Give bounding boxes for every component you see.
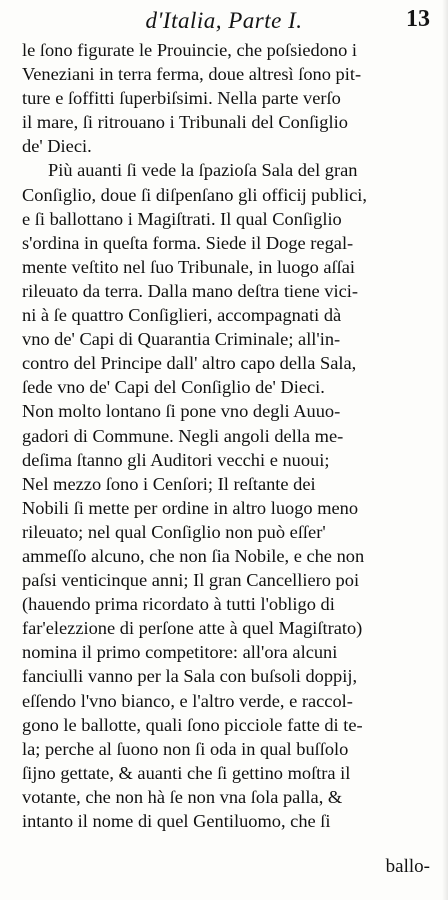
text-line: (hauendo prima ricordato à tutti l'obligo di — [22, 594, 335, 615]
text-line: le ſono figurate le Prouincie, che poſsiedono i — [22, 40, 358, 60]
text-line: ſede vno de' Capi del Conſiglio de' Dieci. — [22, 377, 325, 398]
text-line: gono le ballotte, quali ſono picciole fatte di te- — [22, 714, 363, 735]
text-line: ture e ſoffitti ſuperbiſsimi. Nella parte verſo — [22, 88, 341, 109]
text-line: vno de' Capi di Quarantia Criminale; all'in- — [22, 329, 341, 350]
text-line: Nobili ſi mette per ordine in altro luogo meno — [22, 497, 359, 518]
page-number: 13 — [406, 6, 430, 32]
page-header — [0, 6, 448, 38]
text-line: paſsi venticinque anni; Il gran Cancelliero poi — [22, 570, 360, 591]
catchword: ballo- — [385, 856, 430, 877]
text-line: Conſiglio, doue ſi diſpenſano gli officij publici, — [22, 184, 367, 205]
text-line: ſijno gettate, & auanti che ſi gettino moſtra il — [22, 762, 351, 783]
text-line: nomina il primo competitore: all'ora alcuni — [22, 642, 338, 663]
text-line: il mare, ſi ritrouano i Tribunali del Conſiglio — [22, 112, 348, 133]
text-line: intanto il nome di quel Gentiluomo, che ſi — [22, 811, 331, 831]
text-line: la; perche al ſuono non ſi oda in qual buſſolo — [22, 738, 349, 759]
text-line: s'ordina in queſta forma. Siede il Doge regal- — [22, 232, 354, 253]
text-line: eſſendo l'vno bianco, e l'altro verde, e raccol- — [22, 690, 353, 711]
running-head: d'Italia, Parte I. — [145, 8, 303, 33]
text-line: gadori di Commune. Negli angoli della me- — [22, 425, 344, 446]
text-line: de' Dieci. — [22, 136, 92, 157]
text-line: rileuato da terra. Dalla mano deſtra tiene vici- — [22, 280, 358, 301]
text-line: fanciulli vanno per la Sala con buſsoli doppij, — [22, 666, 358, 687]
text-line: rileuato; nel qual Conſiglio non può eſſer' — [22, 521, 326, 542]
text-line: ni à ſe quattro Conſiglieri, accompagnati dà — [22, 305, 342, 326]
text-line: Nel mezzo ſono i Cenſori; Il reſtante dei — [22, 473, 316, 494]
text-line: Veneziani in terra ferma, doue altresì ſono pit- — [22, 64, 362, 85]
text-line: ammeſſo alcuno, che non ſia Nobile, e che non — [22, 545, 365, 566]
text-line: mente veſtito nel ſuo Tribunale, in luogo aſſai — [22, 256, 356, 277]
text-line: deſima ſtanno gli Auditori vecchi e nuoui; — [22, 449, 330, 470]
page-edge-shadow — [442, 0, 448, 900]
text-line: e ſi ballottano i Magiſtrati. Il qual Conſiglio — [22, 208, 342, 229]
body-text — [22, 38, 432, 833]
text-line: far'elezzione di perſone atte à quel Magiſtrato) — [22, 618, 363, 639]
text-line: contro del Principe dall' altro capo della Sala, — [22, 353, 357, 374]
text-line: votante, che non hà ſe non vna ſola palla, & — [22, 786, 343, 807]
text-line: Non molto lontano ſi pone vno degli Auuo- — [22, 401, 341, 422]
paragraph-first-line: Più auanti ſi vede la ſpazioſa Sala del gran — [48, 160, 358, 181]
